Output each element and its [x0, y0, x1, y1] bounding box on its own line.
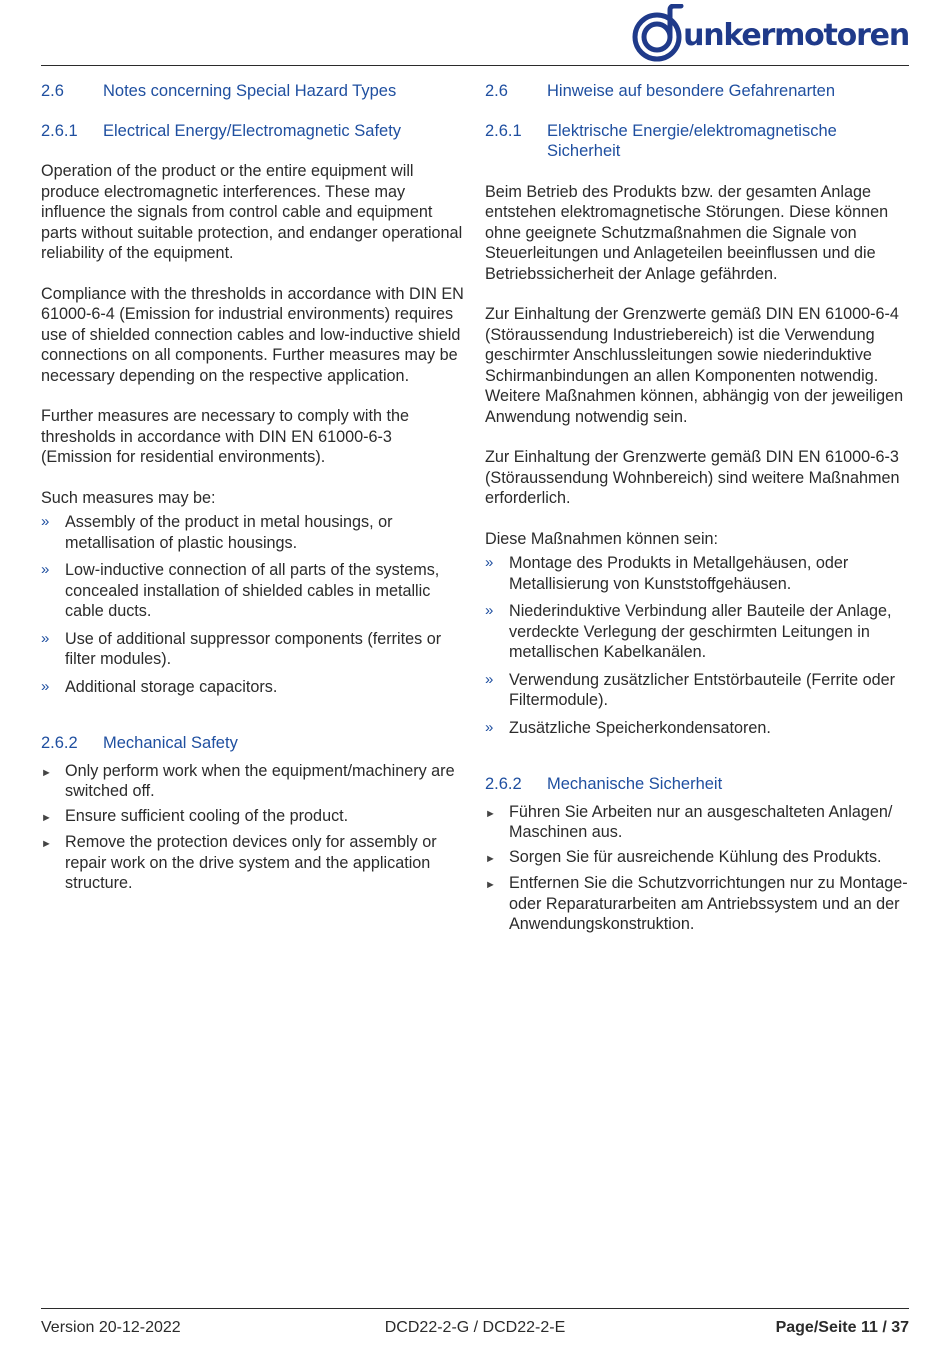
- section-number: 2.6.1: [485, 121, 522, 140]
- paragraph-din-61000-6-3: Zur Einhaltung der Grenzwerte gemäß DIN EN 61000-6-3 (Störaussendung Wohnbereich) sind weitere Maßnahmen erforderlich.: [485, 448, 900, 507]
- list-item: » Low-inductive connection of all parts of the systems, concealed installation of shielded cables in metallic cable ducts.: [41, 561, 440, 620]
- section-number: 2.6: [485, 82, 508, 100]
- guillemet-bullet-icon: »: [485, 602, 494, 619]
- paragraph-emi-intro: Beim Betrieb des Produkts bzw. der gesamten Anlage entstehen elektromagnetische Störungen. Diese können ohne geeignete Schutzmaßnahmen die Signale von Steuerleitungen und Anlageteilen beeinflussen und die Betriebssicherheit der Anlage gefährden.: [485, 182, 889, 283]
- logo-text: unkermotoren: [683, 18, 909, 53]
- list-item: » Use of additional suppressor components (ferrites or filter modules).: [41, 629, 442, 668]
- section-heading-2-6: [41, 81, 466, 102]
- section-number: 2.6.1: [41, 121, 78, 140]
- german-column: [485, 80, 910, 939]
- paragraph-din-61000-6-4: Compliance with the thresholds in accordance with DIN EN 61000-6-4 (Emission for industrial environments) requires use of shielded connection cables and low-inductive shield connections on all components. Further measures may be necessary depending on the respective application.: [41, 284, 464, 385]
- list-item: » Montage des Produkts in Metallgehäusen, oder Metallisierung von Kunststoffgehäusen.: [485, 554, 849, 593]
- list-item: » Assembly of the product in metal housings, or metallisation of plastic housings.: [41, 513, 393, 552]
- version-label: Version 20-12-2022: [41, 1319, 181, 1336]
- dunker-logo-mark-icon: [631, 4, 687, 62]
- paragraph-emi-intro: Operation of the product or the entire equipment will produce electromagnetic interferences. These may influence the signals from control cable and equipment parts without suitable protection, and endanger operational reliability of the equipment.: [41, 162, 463, 262]
- company-logo: [631, 2, 909, 64]
- list-item: ► Sorgen Sie für ausreichende Kühlung des Produkts.: [485, 847, 910, 870]
- guillemet-bullet-icon: »: [485, 718, 494, 736]
- triangle-bullet-icon: ►: [41, 766, 52, 779]
- page-number: Page/Seite 11 / 37: [775, 1319, 909, 1336]
- list-item: ► Remove the protection devices only for assembly or repair work on the drive system and the application structure.: [41, 833, 437, 892]
- section-heading-2-6: [485, 81, 910, 102]
- paragraph-din-61000-6-4: Zur Einhaltung der Grenzwerte gemäß DIN EN 61000-6-4 (Störaussendung Industriebereich) ist die Verwendung geschirmter Anschlussleitungen sowie niederinduktive Schirmanbindungen an allen Komponenten notwendig. Weitere Maßnahmen können, abhängig von der jeweiligen Anwendung notwendig sein.: [485, 305, 904, 426]
- section-title: Notes concerning Special Hazard Types: [103, 82, 397, 100]
- section-title: Mechanische Sicherheit: [547, 775, 723, 793]
- guillemet-bullet-icon: »: [41, 677, 50, 695]
- mechanical-safety-list: [41, 761, 466, 894]
- list-item: ► Only perform work when the equipment/machinery are switched off.: [41, 761, 455, 800]
- list-item: » Niederinduktive Verbindung aller Bauteile der Anlage, verdeckte Verlegung der geschirmten Leitungen in metallischen Kabelkanälen.: [485, 602, 892, 661]
- paragraph-measures-intro: Such measures may be:: [41, 488, 216, 507]
- guillemet-bullet-icon: »: [41, 561, 50, 578]
- section-title: Mechanical Safety: [103, 734, 238, 752]
- paragraph-din-61000-6-3: Further measures are necessary to comply with the thresholds in accordance with DIN EN 61000-6-3 (Emission for residential environments).: [41, 407, 409, 466]
- list-item: » Verwendung zusätzlicher Entstörbauteile (Ferrite oder Filtermodule).: [485, 670, 896, 709]
- english-column: [41, 80, 466, 898]
- list-item: » Zusätzliche Speicherkondensatoren.: [485, 718, 771, 737]
- triangle-bullet-icon: ►: [485, 879, 496, 891]
- document-id: DCD22-2-G / DCD22-2-E: [384, 1319, 566, 1336]
- section-title: Electrical Energy/Electromagnetic Safety: [103, 121, 402, 140]
- list-item: ► Ensure sufficient cooling of the product.: [41, 806, 466, 829]
- guillemet-bullet-icon: »: [41, 513, 50, 530]
- section-heading-2-6-1: [485, 121, 910, 162]
- section-number: 2.6.2: [485, 775, 522, 793]
- measures-list: [41, 512, 466, 697]
- list-item: » Additional storage capacitors.: [41, 677, 278, 696]
- section-number: 2.6.2: [41, 734, 78, 752]
- list-item: ► Führen Sie Arbeiten nur an ausgeschalteten Anlagen/ Maschinen aus.: [485, 802, 893, 841]
- section-number: 2.6: [41, 82, 64, 100]
- triangle-bullet-icon: ►: [41, 838, 52, 850]
- triangle-bullet-icon: ►: [485, 852, 496, 865]
- list-item: ► Entfernen Sie die Schutzvorrichtungen nur zu Montage- oder Reparaturarbeiten am Antriebssystem und an der Anwendungskonstruktion.: [485, 874, 908, 933]
- section-title: Elektrische Energie/elektromagnetische Sicherheit: [547, 121, 837, 160]
- guillemet-bullet-icon: »: [485, 670, 494, 688]
- section-heading-2-6-2: [485, 774, 910, 795]
- guillemet-bullet-icon: »: [41, 629, 50, 647]
- triangle-bullet-icon: ►: [41, 811, 52, 824]
- header-divider: [41, 65, 909, 66]
- footer-divider: [41, 1308, 909, 1309]
- measures-list: [485, 553, 910, 738]
- section-heading-2-6-2: [41, 733, 466, 754]
- mechanical-safety-list: [485, 802, 910, 935]
- guillemet-bullet-icon: »: [485, 554, 494, 571]
- paragraph-measures-intro: Diese Maßnahmen können sein:: [485, 529, 719, 548]
- section-heading-2-6-1: [41, 121, 466, 142]
- triangle-bullet-icon: ►: [485, 807, 496, 820]
- section-title: Hinweise auf besondere Gefahrenarten: [547, 82, 836, 100]
